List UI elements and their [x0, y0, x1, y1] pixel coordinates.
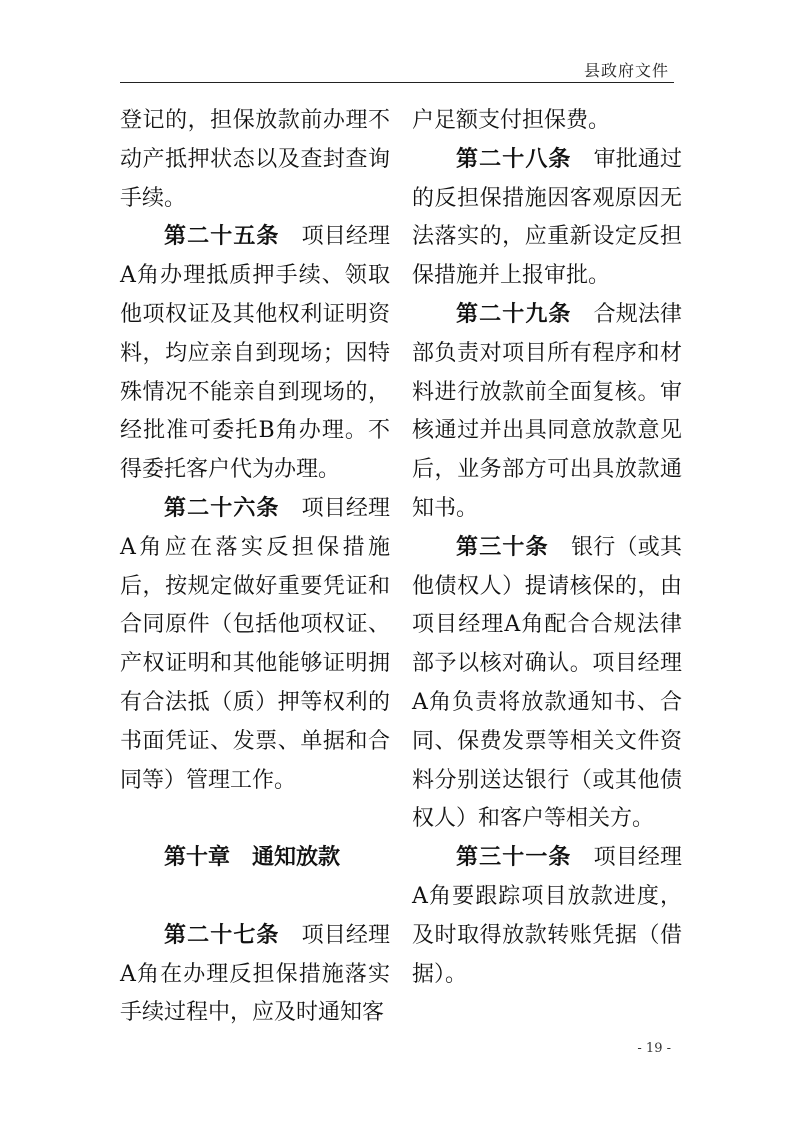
chapter-number: 第十章 — [164, 845, 231, 871]
article-27-label: 第二十七条 — [164, 922, 280, 948]
header-title: 县政府文件 — [583, 61, 669, 80]
article-26-text: 项目经理A角应在落实反担保措施后，按规定做好重要凭证和合同原件（包括他项权证、产权证明和其他能够证明拥有合法抵（质）押等权利的书面凭证、发票、单据和合同等）管理工作。 — [120, 495, 390, 793]
article-29-label: 第二十九条 — [456, 301, 572, 327]
right-column — [412, 102, 682, 994]
left-column — [120, 102, 390, 1033]
article-27-text: 项目经理A角在办理反担保措施落实手续过程中，应及时通知客 — [120, 922, 390, 1026]
article-26 — [120, 490, 390, 800]
article-30 — [412, 529, 682, 839]
chapter-title: 通知放款 — [252, 845, 341, 871]
article-27 — [120, 917, 390, 1033]
article-25 — [120, 218, 390, 490]
article-30-label: 第三十条 — [456, 534, 549, 560]
spacer — [120, 878, 390, 917]
article-31 — [412, 839, 682, 994]
article-28-text: 审批通过的反担保措施因客观原因无法落实的，应重新设定反担保措施并上报审批。 — [412, 146, 682, 289]
article-28 — [412, 141, 682, 296]
paragraph-continuation: 登记的，担保放款前办理不动产抵押状态以及查封查询手续。 — [120, 108, 390, 211]
article-25-text: 项目经理A角办理抵质押手续、领取他项权证及其他权利证明资料，均应亲自到现场；因特殊情况不能亲自到现场的，经批准可委托B角办理。不得委托客户代为办理。 — [120, 224, 390, 483]
article-31-text: 项目经理A角要跟踪项目放款进度，及时取得放款转账凭据（借据）。 — [412, 845, 682, 987]
page-number: - 19 - — [637, 1041, 671, 1056]
article-25-label: 第二十五条 — [164, 224, 280, 250]
article-28-label: 第二十八条 — [456, 146, 572, 172]
article-29 — [412, 296, 682, 529]
spacer — [120, 800, 390, 839]
header-rule — [120, 82, 674, 83]
paragraph-continuation: 户足额支付担保费。 — [412, 108, 611, 133]
article-29-text: 合规法律部负责对项目所有程序和材料进行放款前全面复核。审核通过并出具同意放款意见后，业务部方可出具放款通知书。 — [412, 301, 682, 521]
article-26-label: 第二十六条 — [164, 495, 280, 521]
article-30-text: 银行（或其他债权人）提请核保的，由项目经理A角配合合规法律部予以核对确认。项目经理A角负责将放款通知书、合同、保费发票等相关文件资料分别送达银行（或其他债权人）和客户等相关方。 — [412, 534, 682, 832]
article-31-label: 第三十一条 — [456, 845, 572, 871]
chapter-heading — [120, 839, 390, 878]
